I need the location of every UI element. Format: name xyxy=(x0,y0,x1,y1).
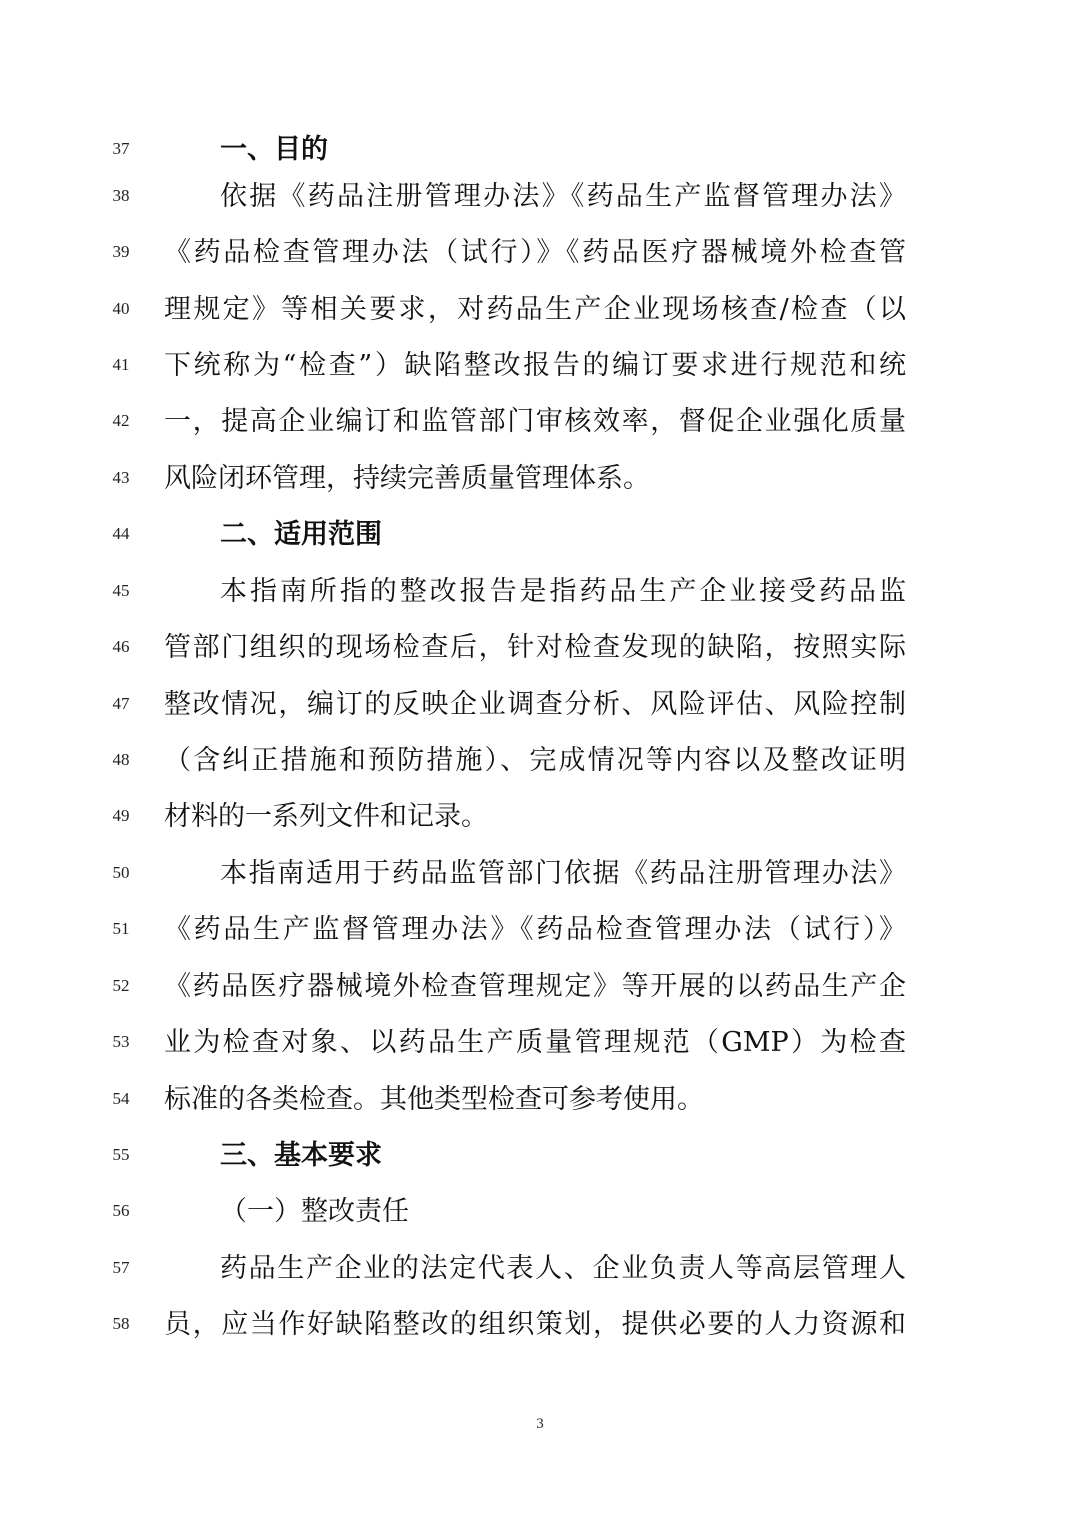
line-45 xyxy=(0,567,1080,617)
subsection-heading: （一）整改责任 xyxy=(220,1196,409,1227)
line-56 xyxy=(0,1187,1080,1237)
paragraph-line: 一，提高企业编订和监管部门审核效率，督促企业强化质量 xyxy=(164,406,906,437)
line-number: 51 xyxy=(112,919,130,938)
paragraph-line: 标准的各类检查。其他类型检查可参考使用。 xyxy=(164,1084,704,1115)
line-39 xyxy=(0,228,1080,278)
line-number: 52 xyxy=(112,976,130,995)
paragraph-line: 《药品医疗器械境外检查管理规定》等开展的以药品生产企 xyxy=(164,971,906,1002)
line-58 xyxy=(0,1300,1080,1350)
paragraph-line: 材料的一系列文件和记录。 xyxy=(164,801,488,832)
line-43 xyxy=(0,454,1080,504)
line-51 xyxy=(0,905,1080,955)
page-number: 3 xyxy=(536,1416,544,1432)
line-37 xyxy=(0,125,1080,175)
line-number: 42 xyxy=(112,411,130,430)
line-41 xyxy=(0,341,1080,391)
paragraph-line: （含纠正措施和预防措施）、完成情况等内容以及整改证明 xyxy=(164,745,906,776)
line-number: 41 xyxy=(112,355,130,374)
line-number: 58 xyxy=(112,1314,130,1333)
paragraph-line: 整改情况，编订的反映企业调查分析、风险评估、风险控制 xyxy=(164,689,906,720)
line-number: 47 xyxy=(112,694,130,713)
paragraph-line: 风险闭环管理，持续完善质量管理体系。 xyxy=(164,463,650,494)
line-number: 50 xyxy=(112,863,130,882)
line-54 xyxy=(0,1075,1080,1125)
line-number: 49 xyxy=(112,806,130,825)
line-number: 48 xyxy=(112,750,130,769)
line-number: 39 xyxy=(112,242,130,261)
line-number: 45 xyxy=(112,581,130,600)
line-number: 40 xyxy=(112,299,130,318)
line-49 xyxy=(0,792,1080,842)
line-44 xyxy=(0,510,1080,560)
line-number: 44 xyxy=(112,524,130,543)
line-number: 54 xyxy=(112,1089,130,1108)
paragraph-line: 药品生产企业的法定代表人、企业负责人等高层管理人 xyxy=(220,1253,906,1284)
line-57 xyxy=(0,1244,1080,1294)
line-52 xyxy=(0,962,1080,1012)
section-heading-purpose: 一、目的 xyxy=(220,134,328,165)
line-number: 46 xyxy=(112,637,130,656)
line-40 xyxy=(0,285,1080,335)
line-47 xyxy=(0,680,1080,730)
line-46 xyxy=(0,623,1080,673)
paragraph-line: 依据《药品注册管理办法》《药品生产监督管理办法》 xyxy=(220,181,906,212)
paragraph-line: 业为检查对象、以药品生产质量管理规范（GMP）为检查 xyxy=(164,1027,906,1058)
line-38 xyxy=(0,172,1080,222)
section-heading-scope: 二、适用范围 xyxy=(220,519,382,550)
paragraph-line: 本指南适用于药品监管部门依据《药品注册管理办法》 xyxy=(220,858,906,889)
paragraph-line: 下统称为“检查”）缺陷整改报告的编订要求进行规范和统 xyxy=(164,350,906,381)
line-number: 57 xyxy=(112,1258,130,1277)
line-55 xyxy=(0,1131,1080,1181)
line-number: 53 xyxy=(112,1032,130,1051)
paragraph-line: 理规定》等相关要求，对药品生产企业现场核查/检查（以 xyxy=(164,294,906,325)
paragraph-line: 《药品生产监督管理办法》《药品检查管理办法（试行）》 xyxy=(164,914,906,945)
paragraph-line: 员，应当作好缺陷整改的组织策划，提供必要的人力资源和 xyxy=(164,1309,906,1340)
line-number: 56 xyxy=(112,1201,130,1220)
line-number: 55 xyxy=(112,1145,130,1164)
line-53 xyxy=(0,1018,1080,1068)
line-50 xyxy=(0,849,1080,899)
section-heading-basic-requirements: 三、基本要求 xyxy=(220,1140,382,1171)
line-42 xyxy=(0,397,1080,447)
line-number: 43 xyxy=(112,468,130,487)
line-number: 37 xyxy=(112,139,130,158)
line-48 xyxy=(0,736,1080,786)
line-number: 38 xyxy=(112,186,130,205)
paragraph-line: 管部门组织的现场检查后，针对检查发现的缺陷，按照实际 xyxy=(164,632,906,663)
paragraph-line: 《药品检查管理办法（试行）》《药品医疗器械境外检查管 xyxy=(164,237,906,268)
paragraph-line: 本指南所指的整改报告是指药品生产企业接受药品监 xyxy=(220,576,906,607)
